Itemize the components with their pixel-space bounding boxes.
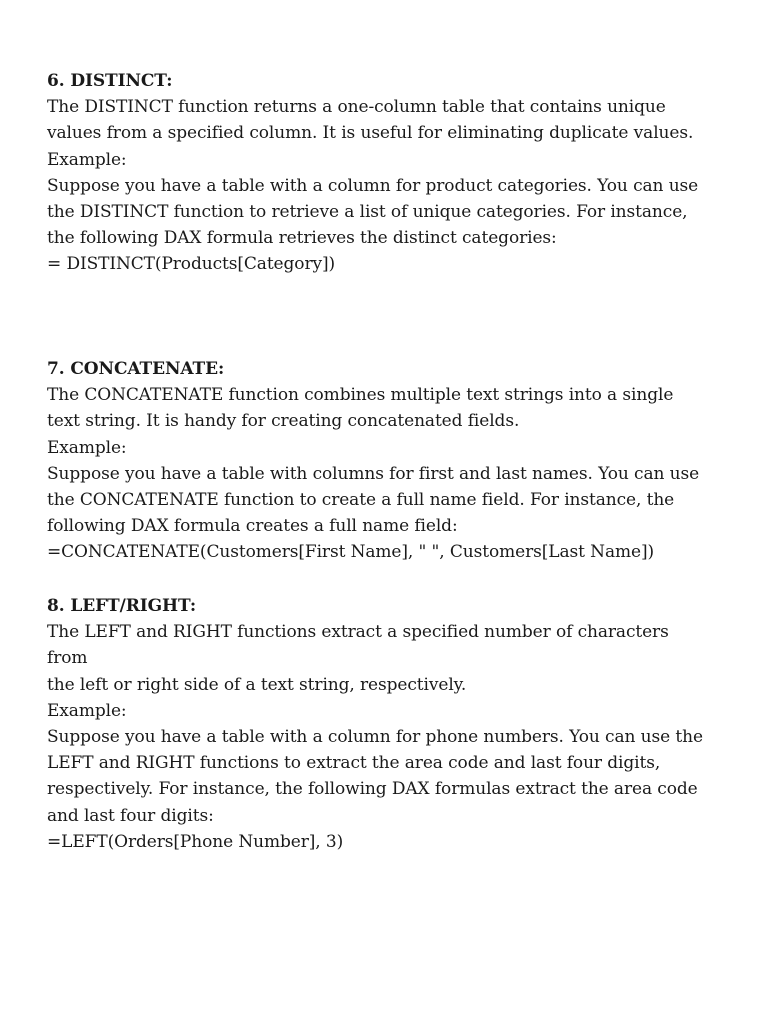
section-heading: 8. LEFT/RIGHT: (47, 596, 197, 616)
body-line: following DAX formula creates a full name field: (47, 516, 458, 537)
body-line: the DISTINCT function to retrieve a list of unique categories. For instance, (47, 202, 688, 223)
section-distinct (47, 68, 747, 278)
body-line: the following DAX formula retrieves the distinct categories: (47, 228, 557, 249)
section-heading: 6. DISTINCT: (47, 71, 173, 91)
body-line: Suppose you have a table with columns for first and last names. You can use (47, 463, 700, 484)
body-line: the left or right side of a text string, respectively. (47, 674, 467, 695)
body-line: LEFT and RIGHT functions to extract the area code and last four digits, (47, 753, 661, 774)
body-line: and last four digits: (47, 805, 214, 826)
body-line: Suppose you have a table with a column for product categories. You can use (47, 175, 699, 196)
body-line: from (47, 648, 88, 669)
body-line: text string. It is handy for creating concatenated fields. (47, 411, 520, 432)
body-line: respectively. For instance, the following DAX formulas extract the area code (47, 779, 698, 800)
body-line: Suppose you have a table with a column for phone numbers. You can use the (47, 727, 703, 748)
body-line: the CONCATENATE function to create a full name field. For instance, the (47, 490, 675, 511)
body-line: The CONCATENATE function combines multiple text strings into a single (47, 385, 674, 406)
body-line: The DISTINCT function returns a one-column table that contains unique (47, 97, 666, 118)
formula-line: =CONCATENATE(Customers[First Name], " ", Customers[Last Name]) (47, 542, 655, 563)
body-line: values from a specified column. It is useful for eliminating duplicate values. (47, 123, 694, 144)
body-line: The LEFT and RIGHT functions extract a specified number of characters (47, 622, 669, 643)
example-label: Example: (47, 437, 127, 458)
section-concatenate (47, 356, 747, 566)
example-label: Example: (47, 149, 127, 170)
formula-line: = DISTINCT(Products[Category]) (47, 254, 336, 275)
example-label: Example: (47, 700, 127, 721)
formula-line: =LEFT(Orders[Phone Number], 3) (47, 831, 344, 852)
section-heading: 7. CONCATENATE: (47, 359, 225, 379)
section-left-right (47, 593, 747, 855)
